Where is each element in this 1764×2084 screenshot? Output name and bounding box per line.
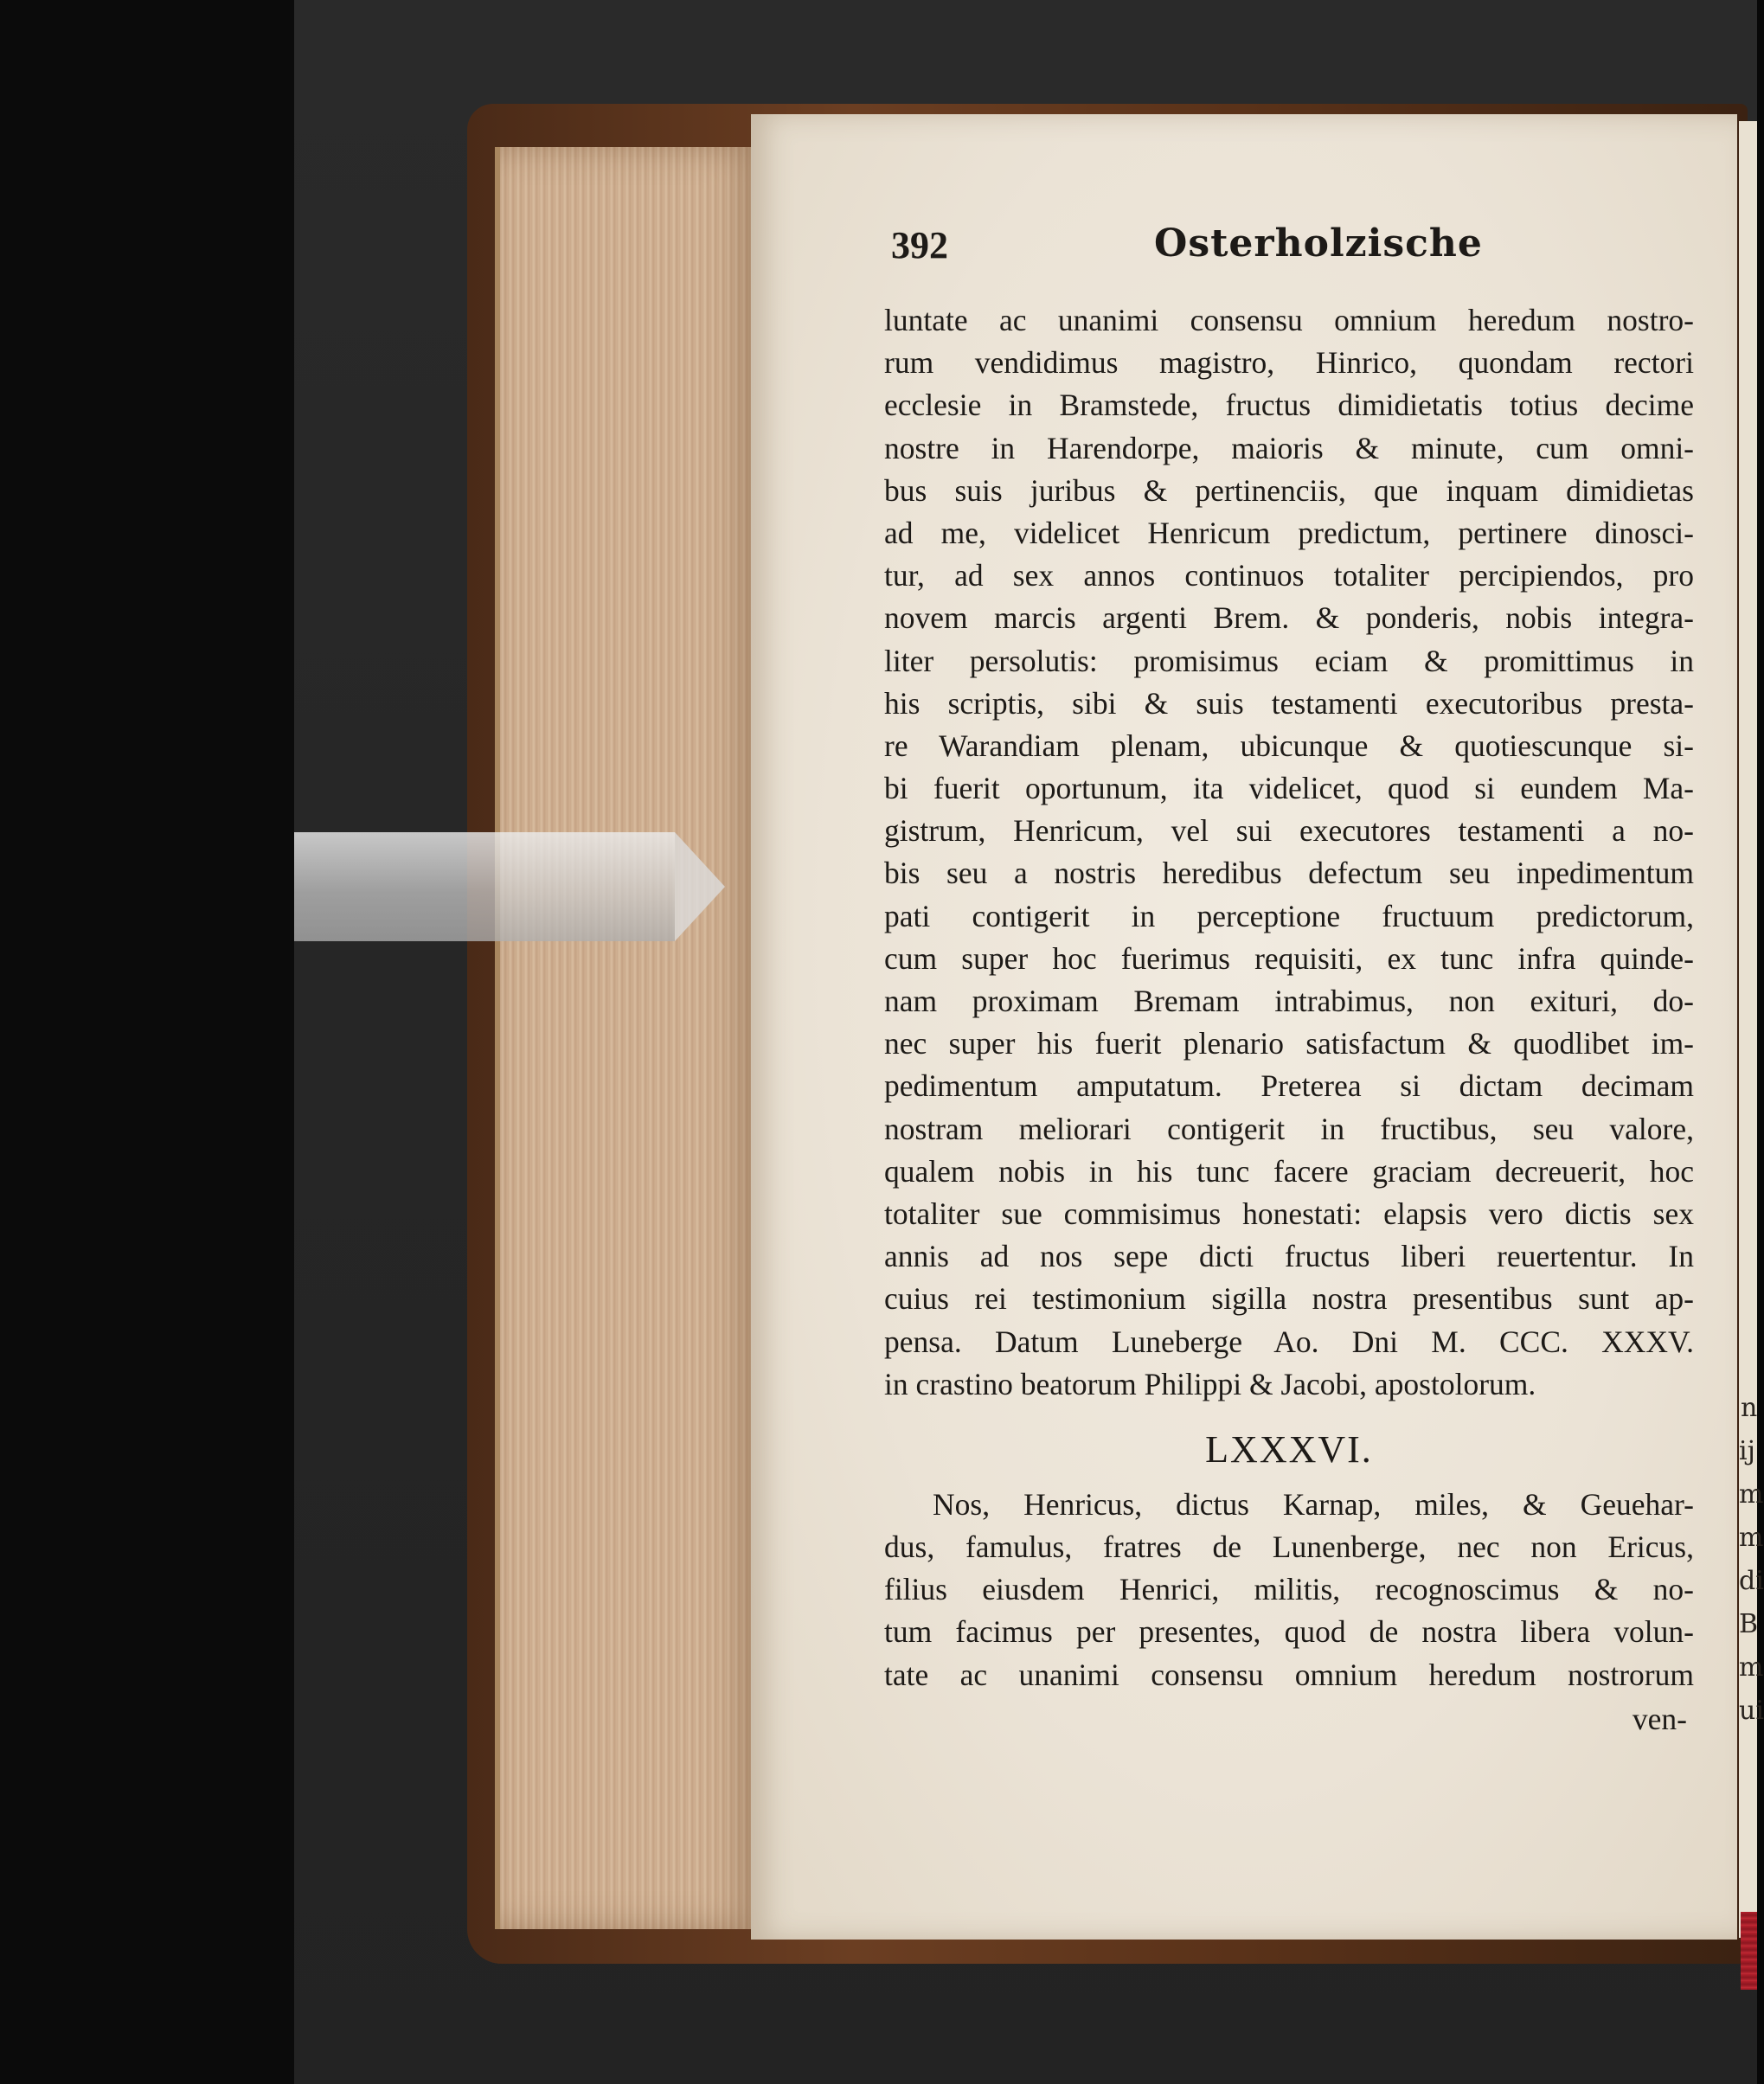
scanner-backdrop	[0, 0, 294, 2084]
text-line: totaliter sue commisimus honestati: elapsis vero dictis sex	[884, 1196, 1694, 1231]
text-line: tur, ad sex annos continuos totaliter percipiendos, pro	[884, 558, 1694, 593]
page-number: 392	[891, 224, 948, 266]
text-line: pedimentum amputatum. Preterea si dictam decimam	[884, 1068, 1694, 1104]
paragraph	[884, 299, 1694, 1406]
text-line: nec super his fuerit plenario satisfactum & quodlibet im-	[884, 1026, 1694, 1061]
page-header	[884, 223, 1694, 280]
running-head: Osterholzische	[1154, 221, 1483, 266]
next-page-fragment: m	[1739, 1523, 1764, 1553]
text-line: gistrum, Henricum, vel sui executores testamenti a no-	[884, 813, 1694, 849]
text-line: liter persolutis: promisimus eciam & promittimus in	[884, 643, 1694, 678]
text-line: bus suis juribus & pertinenciis, que inquam dimidietas	[884, 472, 1694, 508]
text-line: cum super hoc fuerimus requisiti, ex tunc infra quinde-	[884, 940, 1694, 976]
text-line: Nos, Henricus, dictus Karnap, miles, & Geuehar-	[933, 1486, 1694, 1522]
text-line: pati contigerit in perceptione fructuum predictorum,	[884, 898, 1694, 933]
text-line: cuius rei testimonium sigilla nostra presentibus sunt ap-	[884, 1281, 1694, 1317]
text-line: nostre in Harendorpe, maioris & minute, cum omni-	[884, 430, 1694, 465]
text-line: tate ac unanimi consensu omnium heredum nostrorum	[884, 1657, 1694, 1692]
next-page-fragment: n	[1741, 1393, 1758, 1423]
paragraph	[884, 1484, 1694, 1696]
page-clip-tip	[675, 832, 725, 941]
page-clip	[294, 832, 718, 941]
text-line: annis ad nos sepe dicti fructus liberi reuertentur. In	[884, 1239, 1694, 1274]
text-line: ecclesie in Bramstede, fructus dimidietatis totius decime	[884, 388, 1694, 423]
text-line: rum vendidimus magistro, Hinrico, quondam rectori	[884, 345, 1694, 381]
text-line: tum facimus per presentes, quod de nostra libera volun-	[884, 1614, 1694, 1650]
text-line: dus, famulus, fratres de Lunenberge, nec non Ericus,	[884, 1529, 1694, 1565]
text-line: bis seu a nostris heredibus defectum seu inpedimentum	[884, 856, 1694, 891]
text-line: his scriptis, sibi & suis testamenti executoribus presta-	[884, 685, 1694, 721]
next-page-fragment: m	[1739, 1652, 1764, 1683]
page-text	[884, 223, 1694, 1741]
text-line: in crastino beatorum Philippi & Jacobi, apostolorum.	[884, 1366, 1536, 1401]
next-page-fragment: di	[1739, 1566, 1764, 1596]
text-line: nam proximam Bremam intrabimus, non exituri, do-	[884, 984, 1694, 1018]
page-clip-body	[294, 832, 675, 941]
next-page-fragment: ui	[1739, 1696, 1764, 1726]
section-heading: LXXXVI.	[1205, 1427, 1373, 1471]
text-line: nostram meliorari contigerit in fructibus, seu valore,	[884, 1111, 1694, 1146]
next-page-fragment: m	[1739, 1479, 1764, 1510]
text-line: pensa. Datum Luneberge Ao. Dni M. CCC. XXXV.	[884, 1324, 1694, 1359]
text-line: bi fuerit oportunum, ita videlicet, quod si eundem Ma-	[884, 771, 1694, 806]
text-line: filius eiusdem Henrici, militis, recognoscimus & no-	[884, 1572, 1694, 1607]
next-page-fragment: B	[1739, 1609, 1759, 1639]
text-line: ad me, videlicet Henricum predictum, pertinere dinosci-	[884, 515, 1694, 550]
next-page-edge	[1739, 121, 1764, 1938]
page-edges	[495, 147, 760, 1929]
next-page-fragment: ij	[1739, 1436, 1755, 1466]
text-line: qualem nobis in his tunc facere graciam decreuerit, hoc	[884, 1153, 1694, 1189]
catchword: ven-	[1632, 1701, 1687, 1736]
text-line: luntate ac unanimi consensu omnium heredum nostro-	[884, 303, 1694, 337]
text-line: novem marcis argenti Brem. & ponderis, nobis integra-	[884, 600, 1694, 636]
ribbon-bookmark	[1741, 1912, 1757, 1990]
text-line: re Warandiam plenam, ubicunque & quotiescunque si-	[884, 728, 1694, 763]
